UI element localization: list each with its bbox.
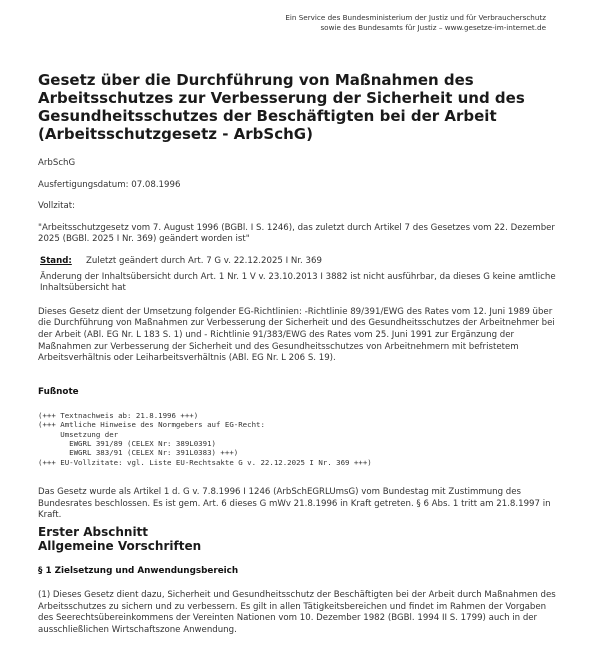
- section-title: Allgemeine Vorschriften: [38, 539, 202, 554]
- footnote-text: (+++ Textnachweis ab: 21.8.1996 +++) (+++ Amtliche Hinweise des Normgebers auf EG-Recht: Umsetzung der EWGRL 391/89 (CELEX Nr: 389L0391) EWGRL 383/91 (CELEX Nr: 391L0383) +++) (+++ EU-Vollzitate: vgl. Liste EU-Rechtsakte G v. 22.12.2025 I Nr. 369 +++): [38, 410, 372, 467]
- status-text: Zuletzt geändert durch Art. 7 G v. 22.12.2025 I Nr. 369: [86, 255, 322, 266]
- enactment-note: Das Gesetz wurde als Artikel 1 d. G v. 7.8.1996 I 1246 (ArbSchEGRLUmsG) vom Bundestag mit Zustimmung des Bundesrates beschlossen. Es ist gem. Art. 6 dieses G mWv 21.8.1996 in Kraft getreten. § 6 Abs. 1 tritt am 21.8.1997 in Kraft.: [38, 487, 551, 521]
- service-header: [38, 0, 562, 33]
- law-abbreviation: ArbSchG: [38, 158, 76, 168]
- full-citation-text: "Arbeitsschutzgesetz vom 7. August 1996 (BGBl. I S. 1246), das zuletzt durch Artikel 7 des Gesetzes vom 22. Dezember 2025 (BGBl. 2025 I Nr. 369) geändert worden ist": [38, 222, 555, 245]
- footnote-heading: Fußnote: [38, 386, 79, 397]
- eu-directives-note: Dieses Gesetz dient der Umsetzung folgender EG-Richtlinien: -Richtlinie 89/391/EWG des Rates vom 12. Juni 1989 über die Durchführung von Maßnahmen zur Verbesserung der Sicherheit und des Gesundheitsschutzes der Arbeitnehmer bei der Arbeit (ABl. EG Nr. L 183 S. 1) und - Richtlinie 91/383/EWG des Rates vom 25. Juni 1991 zur Ergänzung der Maßnahmen zur Verbesserung der Sicherheit und des Gesundheitsschutzes von Arbeitnehmern mit befristetem Arbeitsverhältnis oder Leiharbeitsverhältnis (ABl. EG Nr. L 206 S. 19).: [38, 306, 555, 364]
- service-line-2: sowie des Bundesamts für Justiz – www.gesetze-im-internet.de: [320, 23, 546, 32]
- paragraph-text: (1) Dieses Gesetz dient dazu, Sicherheit und Gesundheitsschutz der Beschäftigten bei der Arbeit durch Maßnahmen des Arbeitsschutzes zu sichern und zu verbessern. Es gilt in allen Tätigkeitsbereichen und findet im Rahmen der Vorgaben des Seerechtsübereinkommens der Vereinten Nationen vom 10. Dezember 1982 (BGBl. 1994 II S. 1799) auch in der ausschließlichen Wirtschaftszone Anwendung.: [38, 589, 556, 635]
- status-note: Änderung der Inhaltsübersicht durch Art. 1 Nr. 1 V v. 23.10.2013 I 3882 ist nicht ausführbar, da dieses G keine amtliche Inhaltsübersicht hat: [40, 271, 556, 294]
- section-number: Erster Abschnitt: [38, 524, 149, 539]
- full-citation-label: Vollzitat:: [38, 201, 76, 212]
- status-block: [38, 256, 562, 295]
- service-line-1: Ein Service des Bundesministerium der Justiz und für Verbraucherschutz: [285, 13, 546, 22]
- paragraph-heading: § 1 Zielsetzung und Anwendungsbereich: [38, 565, 239, 576]
- execution-date: Ausfertigungsdatum: 07.08.1996: [38, 179, 181, 190]
- status-row: [40, 256, 562, 268]
- status-label: Stand:: [40, 255, 72, 266]
- law-title: Gesetz über die Durchführung von Maßnahmen des Arbeitsschutzes zur Verbesserung der Sicherheit und des Gesundheitsschutzes der Beschäftigten bei der Arbeit (Arbeitsschutzgesetz - ArbSchG): [38, 71, 525, 143]
- section-heading: [38, 525, 562, 554]
